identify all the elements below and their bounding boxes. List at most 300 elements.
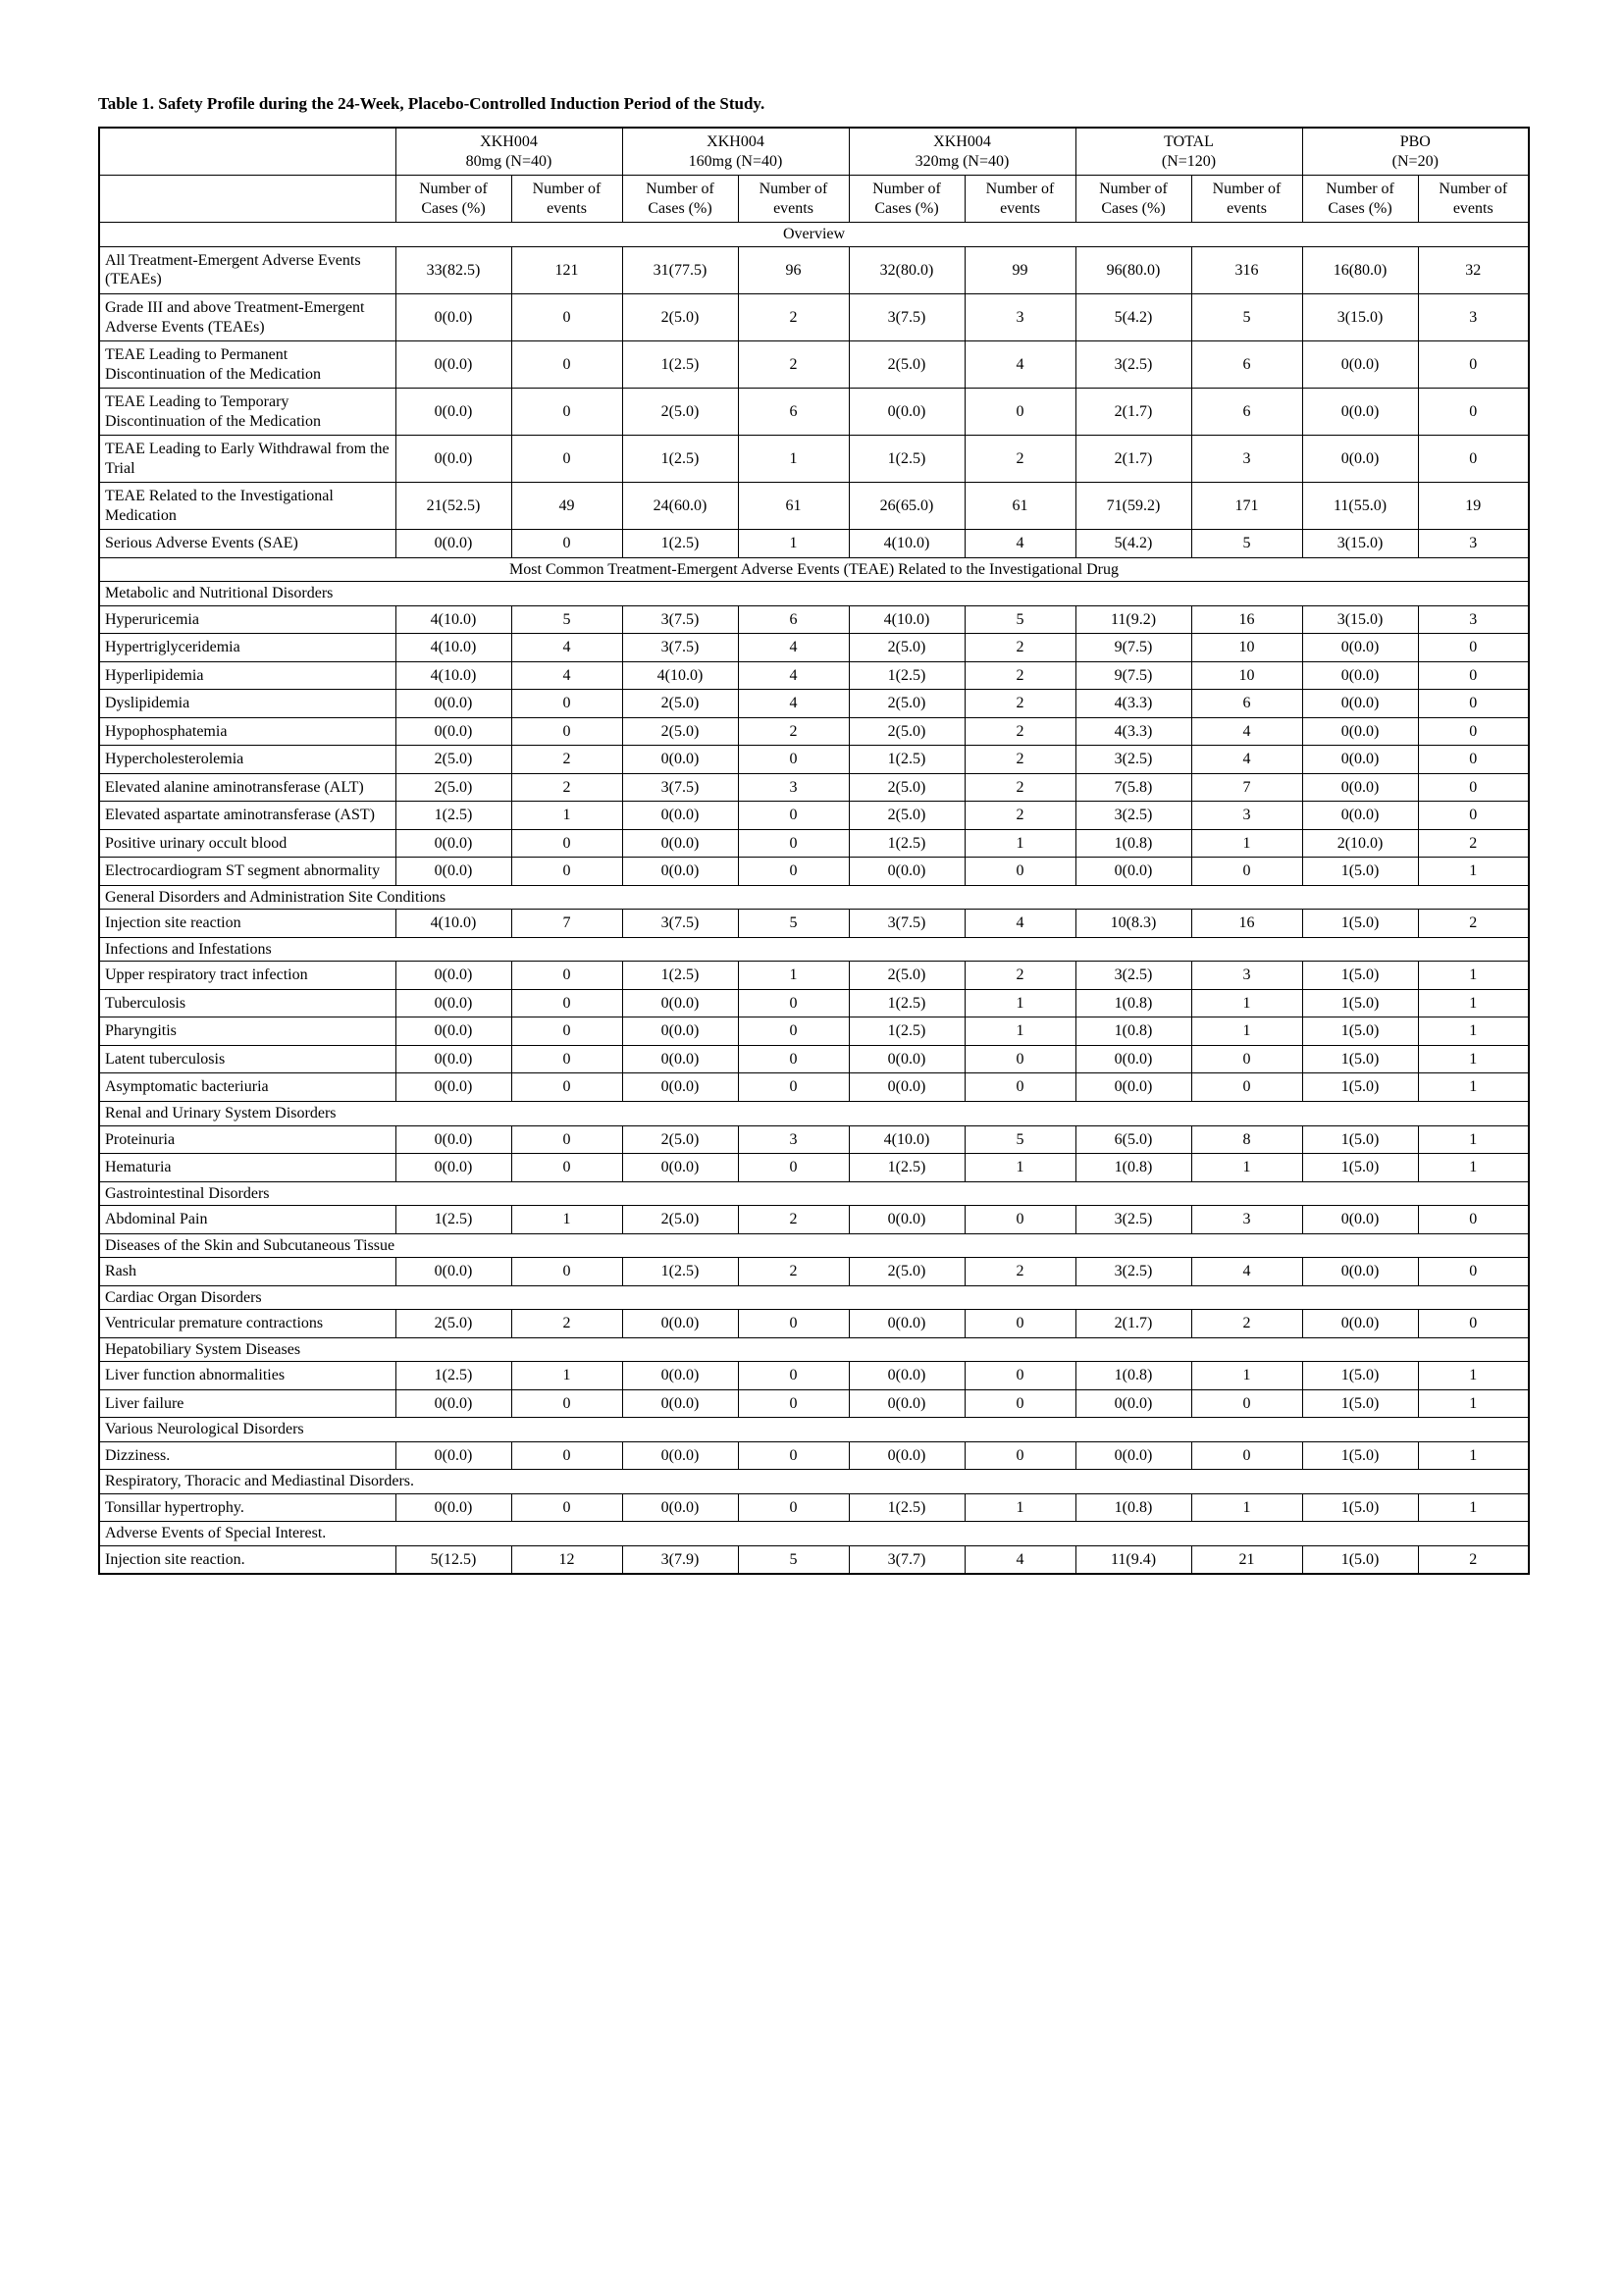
value-cell: 0(0.0)	[395, 1389, 511, 1418]
value-cell: 3(7.5)	[849, 910, 965, 938]
value-cell: 3	[1191, 1206, 1302, 1234]
value-cell: 61	[965, 483, 1075, 530]
value-cell: 2	[1418, 1545, 1529, 1574]
value-cell: 2(5.0)	[849, 690, 965, 718]
column-group-line2: 80mg (N=40)	[465, 152, 552, 170]
value-cell: 2(5.0)	[622, 294, 738, 341]
subsection-label: Respiratory, Thoracic and Mediastinal Disorders.	[99, 1470, 1529, 1494]
row-label: Latent tuberculosis	[99, 1045, 395, 1073]
table-row	[99, 1154, 1529, 1182]
value-cell: 1(2.5)	[622, 962, 738, 990]
value-cell: 3	[1191, 802, 1302, 830]
value-cell: 2	[738, 1206, 849, 1234]
subsection-header-row	[99, 937, 1529, 962]
row-label: Tonsillar hypertrophy.	[99, 1493, 395, 1522]
value-cell: 2	[1418, 829, 1529, 858]
value-cell: 21(52.5)	[395, 483, 511, 530]
subsection-header-row	[99, 1418, 1529, 1442]
value-cell: 1(2.5)	[622, 1258, 738, 1286]
value-cell: 0	[1418, 1310, 1529, 1338]
row-label: Abdominal Pain	[99, 1206, 395, 1234]
subsection-label: Metabolic and Nutritional Disorders	[99, 582, 1529, 606]
value-cell: 11(55.0)	[1302, 483, 1418, 530]
value-cell: 32(80.0)	[849, 246, 965, 293]
value-cell: 1(5.0)	[1302, 1154, 1418, 1182]
value-cell: 0	[965, 858, 1075, 886]
value-cell: 0(0.0)	[1302, 717, 1418, 746]
value-cell: 19	[1418, 483, 1529, 530]
value-cell: 7	[1191, 773, 1302, 802]
value-cell: 0(0.0)	[622, 746, 738, 774]
value-cell: 3(2.5)	[1075, 962, 1191, 990]
table-title: Table 1. Safety Profile during the 24-Week, Placebo-Controlled Induction Period of the Study.	[98, 94, 765, 113]
value-cell: 1	[511, 1362, 622, 1390]
value-cell: 4	[511, 634, 622, 662]
table-row	[99, 246, 1529, 293]
value-cell: 2	[965, 802, 1075, 830]
value-cell: 0(0.0)	[395, 829, 511, 858]
value-cell: 1	[965, 989, 1075, 1017]
value-cell: 1(0.8)	[1075, 1362, 1191, 1390]
value-cell: 3(7.5)	[622, 910, 738, 938]
value-cell: 1(0.8)	[1075, 1493, 1191, 1522]
subsection-header-row	[99, 1181, 1529, 1206]
value-cell: 3	[1418, 605, 1529, 634]
value-cell: 1(2.5)	[849, 1493, 965, 1522]
value-cell: 3(15.0)	[1302, 294, 1418, 341]
value-cell: 0	[738, 1154, 849, 1182]
value-cell: 0	[738, 1017, 849, 1046]
value-cell: 0	[511, 341, 622, 389]
value-cell: 1	[1191, 1154, 1302, 1182]
value-cell: 0(0.0)	[395, 294, 511, 341]
subheader-cases: Number of Cases (%)	[1302, 176, 1418, 223]
column-group-header	[622, 128, 849, 176]
value-cell: 2	[965, 962, 1075, 990]
value-cell: 0(0.0)	[395, 341, 511, 389]
table-row	[99, 989, 1529, 1017]
value-cell: 0	[1418, 436, 1529, 483]
value-cell: 3(7.5)	[622, 634, 738, 662]
value-cell: 3(2.5)	[1075, 802, 1191, 830]
value-cell: 1(5.0)	[1302, 962, 1418, 990]
value-cell: 0(0.0)	[849, 1045, 965, 1073]
table-row	[99, 1017, 1529, 1046]
value-cell: 2(10.0)	[1302, 829, 1418, 858]
subsection-label: Renal and Urinary System Disorders	[99, 1101, 1529, 1125]
value-cell: 0	[511, 1045, 622, 1073]
table-row	[99, 1125, 1529, 1154]
safety-table	[98, 127, 1530, 1575]
value-cell: 1(5.0)	[1302, 1073, 1418, 1102]
table-row	[99, 746, 1529, 774]
row-label: Ventricular premature contractions	[99, 1310, 395, 1338]
value-cell: 1	[1418, 1362, 1529, 1390]
value-cell: 1(5.0)	[1302, 910, 1418, 938]
value-cell: 0(0.0)	[622, 1362, 738, 1390]
subheader-cases: Number of Cases (%)	[622, 176, 738, 223]
value-cell: 4	[511, 661, 622, 690]
value-cell: 0(0.0)	[395, 989, 511, 1017]
table-row	[99, 1045, 1529, 1073]
value-cell: 0	[965, 1441, 1075, 1470]
value-cell: 1	[511, 1206, 622, 1234]
value-cell: 4(10.0)	[849, 605, 965, 634]
section-banner-row	[99, 557, 1529, 582]
value-cell: 0	[1418, 1206, 1529, 1234]
value-cell: 0	[738, 1389, 849, 1418]
column-group-header	[849, 128, 1075, 176]
value-cell: 4(10.0)	[395, 634, 511, 662]
value-cell: 1(2.5)	[395, 802, 511, 830]
value-cell: 1(5.0)	[1302, 1125, 1418, 1154]
value-cell: 5	[965, 1125, 1075, 1154]
value-cell: 3(2.5)	[1075, 1258, 1191, 1286]
value-cell: 4(10.0)	[395, 605, 511, 634]
row-label: Upper respiratory tract infection	[99, 962, 395, 990]
value-cell: 1(2.5)	[849, 436, 965, 483]
value-cell: 3	[738, 1125, 849, 1154]
subsection-header-row	[99, 885, 1529, 910]
subsection-header-row	[99, 1337, 1529, 1362]
row-label: Injection site reaction.	[99, 1545, 395, 1574]
subsection-label: Cardiac Organ Disorders	[99, 1285, 1529, 1310]
value-cell: 4(3.3)	[1075, 717, 1191, 746]
value-cell: 0	[511, 690, 622, 718]
value-cell: 1	[1418, 989, 1529, 1017]
value-cell: 0	[1418, 773, 1529, 802]
value-cell: 0(0.0)	[395, 1045, 511, 1073]
value-cell: 11(9.2)	[1075, 605, 1191, 634]
value-cell: 0	[965, 1045, 1075, 1073]
value-cell: 0	[511, 717, 622, 746]
value-cell: 4	[965, 530, 1075, 558]
value-cell: 0	[738, 1441, 849, 1470]
subsection-label: Hepatobiliary System Diseases	[99, 1337, 1529, 1362]
value-cell: 0(0.0)	[395, 389, 511, 436]
value-cell: 99	[965, 246, 1075, 293]
value-cell: 24(60.0)	[622, 483, 738, 530]
value-cell: 2(5.0)	[849, 634, 965, 662]
value-cell: 1	[965, 829, 1075, 858]
value-cell: 0	[511, 962, 622, 990]
value-cell: 0(0.0)	[395, 1073, 511, 1102]
value-cell: 1	[1191, 829, 1302, 858]
value-cell: 0(0.0)	[622, 802, 738, 830]
value-cell: 1	[1418, 1441, 1529, 1470]
value-cell: 2	[965, 717, 1075, 746]
value-cell: 10(8.3)	[1075, 910, 1191, 938]
value-cell: 0(0.0)	[395, 690, 511, 718]
value-cell: 0(0.0)	[622, 1045, 738, 1073]
value-cell: 1(2.5)	[849, 829, 965, 858]
value-cell: 0(0.0)	[395, 717, 511, 746]
value-cell: 1(5.0)	[1302, 858, 1418, 886]
value-cell: 0	[1191, 1045, 1302, 1073]
value-cell: 1(5.0)	[1302, 1017, 1418, 1046]
value-cell: 0	[511, 530, 622, 558]
value-cell: 3(2.5)	[1075, 746, 1191, 774]
header-sub-row	[99, 176, 1529, 223]
subheader-cases: Number of Cases (%)	[395, 176, 511, 223]
value-cell: 0(0.0)	[1302, 389, 1418, 436]
value-cell: 11(9.4)	[1075, 1545, 1191, 1574]
value-cell: 0(0.0)	[1302, 773, 1418, 802]
table-row	[99, 717, 1529, 746]
subheader-cases: Number of Cases (%)	[1075, 176, 1191, 223]
row-label: TEAE Leading to Permanent Discontinuation of the Medication	[99, 341, 395, 389]
row-label: Injection site reaction	[99, 910, 395, 938]
subsection-header-row	[99, 1285, 1529, 1310]
value-cell: 26(65.0)	[849, 483, 965, 530]
row-label: Liver failure	[99, 1389, 395, 1418]
table-row	[99, 605, 1529, 634]
value-cell: 0	[738, 746, 849, 774]
value-cell: 3	[1191, 962, 1302, 990]
value-cell: 0(0.0)	[622, 829, 738, 858]
value-cell: 0(0.0)	[395, 962, 511, 990]
value-cell: 1	[1191, 989, 1302, 1017]
value-cell: 0(0.0)	[395, 1258, 511, 1286]
subheader-events: Number of events	[1191, 176, 1302, 223]
value-cell: 0(0.0)	[622, 1389, 738, 1418]
subsection-header-row	[99, 1101, 1529, 1125]
value-cell: 0(0.0)	[1302, 661, 1418, 690]
value-cell: 9(7.5)	[1075, 661, 1191, 690]
value-cell: 3	[965, 294, 1075, 341]
value-cell: 6	[1191, 389, 1302, 436]
value-cell: 0(0.0)	[1075, 1441, 1191, 1470]
value-cell: 1	[1418, 1125, 1529, 1154]
value-cell: 3	[738, 773, 849, 802]
value-cell: 0	[511, 1125, 622, 1154]
value-cell: 0	[965, 1389, 1075, 1418]
column-group-line1: PBO	[1399, 133, 1431, 151]
column-group-line2: (N=20)	[1391, 152, 1439, 170]
value-cell: 1	[1418, 1017, 1529, 1046]
column-group-line2: 320mg (N=40)	[915, 152, 1010, 170]
column-group-line1: XKH004	[480, 133, 538, 151]
value-cell: 1(0.8)	[1075, 1154, 1191, 1182]
value-cell: 2	[1191, 1310, 1302, 1338]
value-cell: 2(5.0)	[395, 1310, 511, 1338]
value-cell: 0	[738, 1362, 849, 1390]
subsection-label: Gastrointestinal Disorders	[99, 1181, 1529, 1206]
row-label: Rash	[99, 1258, 395, 1286]
row-label: Tuberculosis	[99, 989, 395, 1017]
value-cell: 10	[1191, 634, 1302, 662]
value-cell: 4	[965, 341, 1075, 389]
table-row	[99, 1493, 1529, 1522]
value-cell: 1	[1191, 1362, 1302, 1390]
value-cell: 0(0.0)	[395, 1125, 511, 1154]
value-cell: 1	[1191, 1493, 1302, 1522]
row-label: TEAE Leading to Temporary Discontinuation of the Medication	[99, 389, 395, 436]
row-label: TEAE Leading to Early Withdrawal from the Trial	[99, 436, 395, 483]
value-cell: 0	[511, 1073, 622, 1102]
value-cell: 1(2.5)	[395, 1362, 511, 1390]
value-cell: 0	[511, 1154, 622, 1182]
table-row	[99, 634, 1529, 662]
value-cell: 0	[1191, 1073, 1302, 1102]
value-cell: 0	[738, 1493, 849, 1522]
value-cell: 10	[1191, 661, 1302, 690]
value-cell: 5	[1191, 294, 1302, 341]
value-cell: 4(3.3)	[1075, 690, 1191, 718]
table-row	[99, 1258, 1529, 1286]
value-cell: 2	[965, 746, 1075, 774]
value-cell: 2(5.0)	[622, 389, 738, 436]
value-cell: 96(80.0)	[1075, 246, 1191, 293]
value-cell: 2(5.0)	[849, 341, 965, 389]
value-cell: 5	[1191, 530, 1302, 558]
value-cell: 0(0.0)	[849, 1073, 965, 1102]
value-cell: 0(0.0)	[1302, 746, 1418, 774]
table-row	[99, 341, 1529, 389]
row-label: Pharyngitis	[99, 1017, 395, 1046]
row-label: Grade III and above Treatment-Emergent Adverse Events (TEAEs)	[99, 294, 395, 341]
value-cell: 1	[965, 1017, 1075, 1046]
value-cell: 0(0.0)	[1075, 858, 1191, 886]
value-cell: 0(0.0)	[1302, 436, 1418, 483]
corner-cell	[99, 176, 395, 223]
row-label: Dizziness.	[99, 1441, 395, 1470]
subheader-events: Number of events	[1418, 176, 1529, 223]
value-cell: 4	[1191, 746, 1302, 774]
value-cell: 0(0.0)	[395, 530, 511, 558]
value-cell: 3	[1191, 436, 1302, 483]
column-group-line2: 160mg (N=40)	[688, 152, 783, 170]
value-cell: 0(0.0)	[1302, 634, 1418, 662]
value-cell: 3(7.9)	[622, 1545, 738, 1574]
value-cell: 0	[1418, 389, 1529, 436]
value-cell: 1	[965, 1493, 1075, 1522]
value-cell: 2	[965, 436, 1075, 483]
value-cell: 2(5.0)	[849, 1258, 965, 1286]
value-cell: 0	[511, 989, 622, 1017]
value-cell: 0(0.0)	[1075, 1045, 1191, 1073]
value-cell: 5	[738, 1545, 849, 1574]
value-cell: 2(5.0)	[622, 1125, 738, 1154]
header-group-row	[99, 128, 1529, 176]
value-cell: 2	[738, 717, 849, 746]
value-cell: 0	[1418, 690, 1529, 718]
value-cell: 1(2.5)	[622, 436, 738, 483]
table-row	[99, 483, 1529, 530]
subheader-events: Number of events	[511, 176, 622, 223]
value-cell: 5(4.2)	[1075, 530, 1191, 558]
subheader-events: Number of events	[738, 176, 849, 223]
value-cell: 0(0.0)	[395, 1441, 511, 1470]
value-cell: 16(80.0)	[1302, 246, 1418, 293]
value-cell: 2	[511, 773, 622, 802]
value-cell: 5	[965, 605, 1075, 634]
table-row	[99, 773, 1529, 802]
row-label: Electrocardiogram ST segment abnormality	[99, 858, 395, 886]
value-cell: 2	[738, 294, 849, 341]
value-cell: 1	[1418, 1073, 1529, 1102]
value-cell: 4	[965, 1545, 1075, 1574]
value-cell: 0(0.0)	[622, 989, 738, 1017]
value-cell: 0(0.0)	[1302, 1206, 1418, 1234]
value-cell: 0(0.0)	[1302, 802, 1418, 830]
table-row	[99, 530, 1529, 558]
value-cell: 3(2.5)	[1075, 1206, 1191, 1234]
subsection-label: Adverse Events of Special Interest.	[99, 1522, 1529, 1546]
subheader-events: Number of events	[965, 176, 1075, 223]
value-cell: 21	[1191, 1545, 1302, 1574]
value-cell: 1	[1418, 1154, 1529, 1182]
value-cell: 0(0.0)	[849, 858, 965, 886]
value-cell: 4(10.0)	[849, 1125, 965, 1154]
value-cell: 4	[738, 690, 849, 718]
value-cell: 1(5.0)	[1302, 1545, 1418, 1574]
value-cell: 0	[511, 1389, 622, 1418]
value-cell: 0	[1191, 1389, 1302, 1418]
value-cell: 0	[738, 802, 849, 830]
value-cell: 0	[511, 1017, 622, 1046]
value-cell: 6(5.0)	[1075, 1125, 1191, 1154]
column-group-line2: (N=120)	[1161, 152, 1217, 170]
value-cell: 1	[1418, 1045, 1529, 1073]
value-cell: 4	[738, 661, 849, 690]
value-cell: 0(0.0)	[622, 1310, 738, 1338]
value-cell: 0(0.0)	[622, 1073, 738, 1102]
table-row	[99, 910, 1529, 938]
row-label: Hyperuricemia	[99, 605, 395, 634]
table-row	[99, 802, 1529, 830]
value-cell: 0(0.0)	[622, 858, 738, 886]
value-cell: 5(4.2)	[1075, 294, 1191, 341]
table-row	[99, 436, 1529, 483]
value-cell: 0	[738, 1045, 849, 1073]
value-cell: 6	[1191, 341, 1302, 389]
value-cell: 0	[511, 858, 622, 886]
value-cell: 0	[511, 294, 622, 341]
value-cell: 1	[1418, 1493, 1529, 1522]
table-row	[99, 1441, 1529, 1470]
value-cell: 2(5.0)	[849, 773, 965, 802]
row-label: Dyslipidemia	[99, 690, 395, 718]
table-row	[99, 1389, 1529, 1418]
subsection-label: Diseases of the Skin and Subcutaneous Tissue	[99, 1233, 1529, 1258]
value-cell: 7	[511, 910, 622, 938]
value-cell: 1	[1418, 962, 1529, 990]
value-cell: 0	[1418, 717, 1529, 746]
value-cell: 1	[1418, 1389, 1529, 1418]
value-cell: 3(15.0)	[1302, 605, 1418, 634]
value-cell: 4	[965, 910, 1075, 938]
row-label: Elevated alanine aminotransferase (ALT)	[99, 773, 395, 802]
value-cell: 0	[1191, 858, 1302, 886]
value-cell: 0(0.0)	[849, 1310, 965, 1338]
value-cell: 2(5.0)	[849, 962, 965, 990]
value-cell: 0	[1418, 802, 1529, 830]
value-cell: 4(10.0)	[395, 910, 511, 938]
value-cell: 0	[965, 1362, 1075, 1390]
value-cell: 6	[1191, 690, 1302, 718]
value-cell: 49	[511, 483, 622, 530]
value-cell: 2	[965, 773, 1075, 802]
value-cell: 0(0.0)	[1302, 341, 1418, 389]
value-cell: 4	[1191, 717, 1302, 746]
row-label: TEAE Related to the Investigational Medication	[99, 483, 395, 530]
subsection-header-row	[99, 1470, 1529, 1494]
value-cell: 1(2.5)	[849, 989, 965, 1017]
value-cell: 0(0.0)	[849, 1389, 965, 1418]
value-cell: 0	[511, 389, 622, 436]
column-group-header	[1075, 128, 1302, 176]
